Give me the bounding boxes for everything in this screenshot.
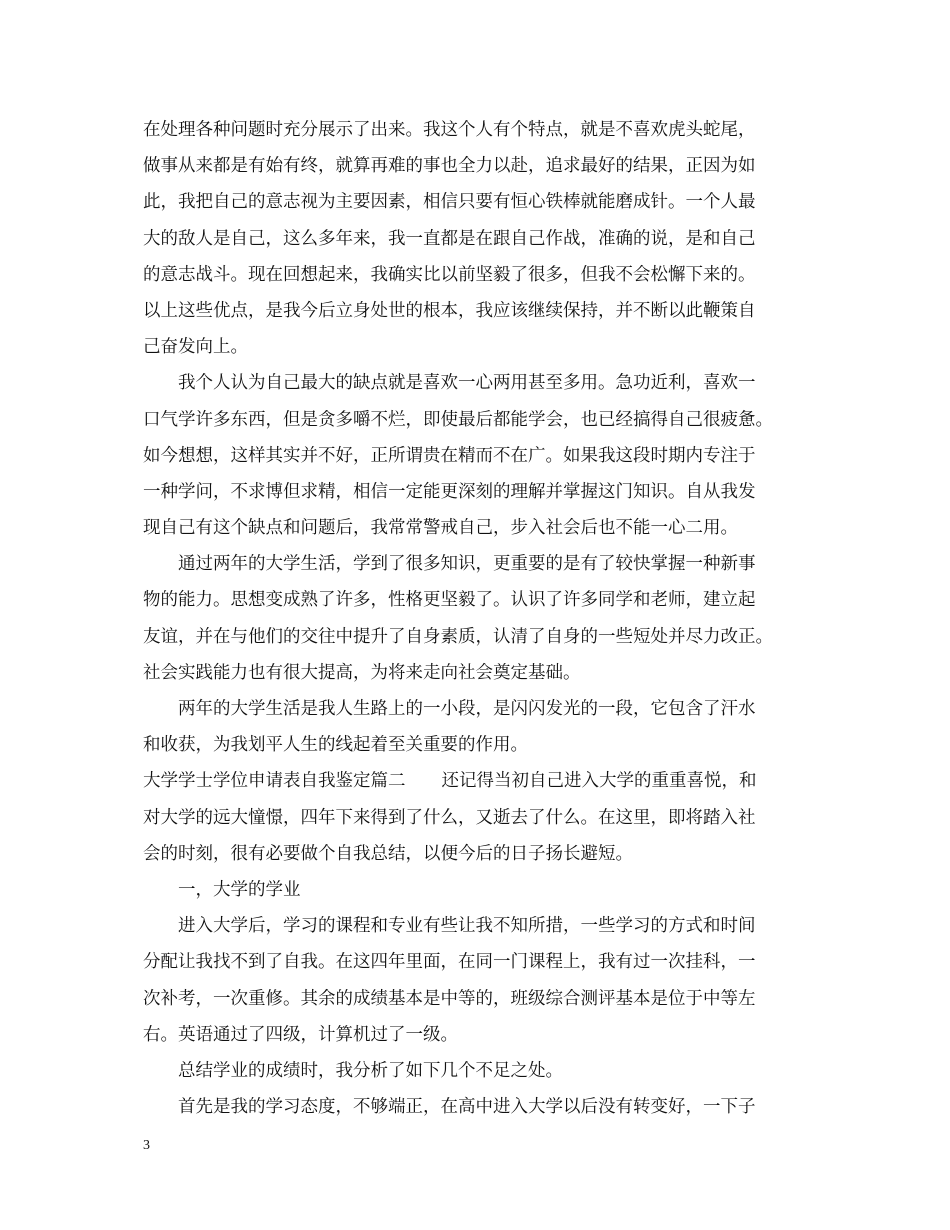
subheading-line: 一，大学的学业 — [178, 879, 301, 900]
paragraph-start-line: 进入大学后，学习的课程和专业有些让我不知所措，一些学习的方式和时间 — [178, 916, 756, 937]
text-line: 会的时刻，很有必要做个自我总结，以便今后的日子扬长避短。 — [143, 843, 633, 864]
paragraph-start-line: 我个人认为自己最大的缺点就是喜欢一心两用甚至多用。急功近利，喜欢一 — [178, 373, 756, 394]
text-line: 和收获，为我划平人生的线起着至关重要的作用。 — [143, 735, 528, 756]
text-line: 社会实践能力也有很大提高，为将来走向社会奠定基础。 — [143, 662, 581, 683]
text-line: 右。英语通过了四级，计算机过了一级。 — [143, 1024, 458, 1045]
text-line: 己奋发向上。 — [143, 337, 248, 358]
text-line: 分配让我找不到了自我。在这四年里面，在同一门课程上，我有过一次挂科，一 — [143, 952, 756, 973]
section-title: 大学学士学位申请表自我鉴定篇二 — [143, 771, 406, 792]
paragraph-start-line: 两年的大学生活是我人生路上的一小段，是闪闪发光的一段，它包含了汗水 — [178, 699, 756, 719]
text-line: 做事从来都是有始有终，就算再难的事也全力以赴，追求最好的结果，正因为如 — [143, 156, 756, 177]
text-line: 友谊，并在与他们的交往中提升了自身素质，认清了自身的一些短处并尽力改正。 — [143, 626, 773, 647]
text-line: 现自己有这个缺点和问题后，我常常警戒自己，步入社会后也不能一心二用。 — [143, 518, 738, 539]
text-line: 一种学问，不求博但求精，相信一定能更深刻的理解并掌握这门知识。自从我发 — [143, 481, 756, 502]
section-intro-text: 还记得当初自己进入大学的重重喜悦，和 — [441, 771, 757, 792]
text-line: 次补考，一次重修。其余的成绩基本是中等的，班级综合测评基本是位于中等左 — [143, 988, 756, 1009]
text-line: 以上这些优点，是我今后立身处世的根本，我应该继续保持，并不断以此鞭策自 — [143, 300, 756, 321]
text-line: 口气学许多东西，但是贪多嚼不烂，即使最后都能学会，也已经搞得自己很疲惫。 — [143, 409, 773, 430]
text-line: 如今想想，这样其实并不好，正所谓贵在精而不在广。如果我这段时期内专注于 — [143, 445, 756, 466]
text-line: 的意志战斗。现在回想起来，我确实比以前坚毅了很多，但我不会松懈下来的。 — [143, 264, 756, 285]
paragraph-start-line: 总结学业的成绩时，我分析了如下几个不足之处。 — [178, 1060, 563, 1081]
section-heading-line — [143, 763, 813, 799]
text-line: 物的能力。思想变成熟了许多，性格更坚毅了。认识了许多同学和老师，建立起 — [143, 590, 756, 611]
text-line: 大的敌人是自己，这么多年来，我一直都是在跟自己作战，准确的说，是和自己 — [143, 228, 756, 249]
paragraph-start-line: 通过两年的大学生活，学到了很多知识，更重要的是有了较快掌握一种新事 — [178, 554, 756, 575]
paragraph-start-line: 首先是我的学习态度，不够端正，在高中进入大学以后没有转变好，一下子 — [178, 1097, 756, 1118]
text-line: 在处理各种问题时充分展示了出来。我这个人有个特点，就是不喜欢虎头蛇尾， — [143, 120, 756, 140]
text-line: 对大学的远大憧憬，四年下来得到了什么，又逝去了什么。在这里，即将踏入社 — [143, 807, 756, 828]
document-body — [143, 112, 813, 1125]
page-number: 3 — [143, 1138, 150, 1153]
text-line: 此，我把自己的意志视为主要因素，相信只要有恒心铁棒就能磨成针。一个人最 — [143, 192, 756, 213]
